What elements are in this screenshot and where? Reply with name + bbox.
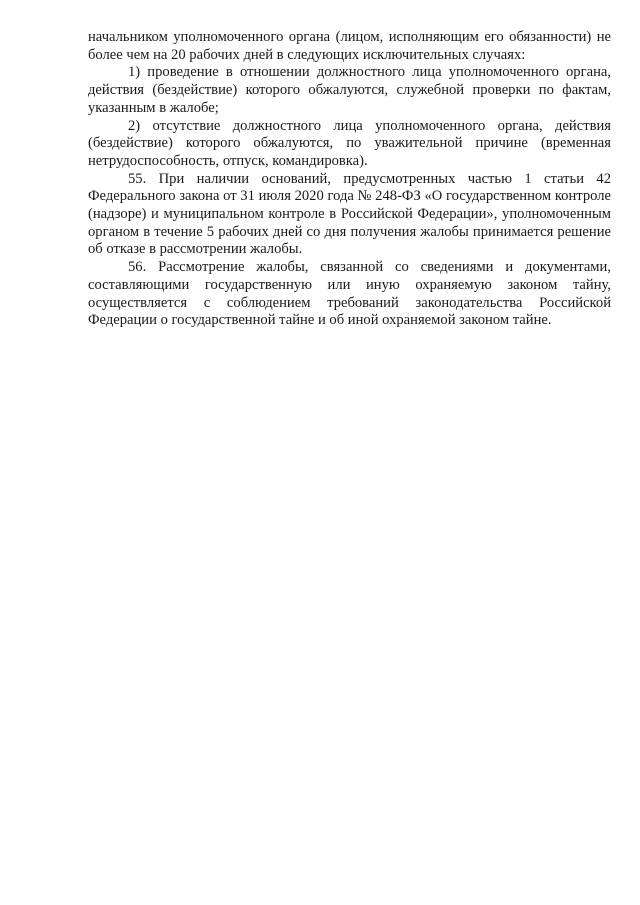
- paragraph-item-2: 2) отсутствие должностного лица уполномоченного органа, действия (бездействие) которого обжалуются, по уважительной причине (временная нетрудоспособность, отпуск, командировка).: [88, 117, 611, 169]
- paragraph-56: 56. Рассмотрение жалобы, связанной со сведениями и документами, составляющими государственную или иную охраняемую законом тайну, осуществляется с соблюдением требований законодательства Российской Федерации о государственной тайне и об иной охраняемой законом тайне.: [88, 259, 611, 329]
- paragraph-item-1: 1) проведение в отношении должностного лица уполномоченного органа, действия (бездействие) которого обжалуются, служебной проверки по фактам, указанным в жалобе;: [88, 64, 611, 116]
- paragraph-continuation: начальником уполномоченного органа (лицом, исполняющим его обязанности) не более чем на 20 рабочих дней в следующих исключительных случаях:: [88, 29, 611, 63]
- paragraph-55: 55. При наличии оснований, предусмотренных частью 1 статьи 42 Федерального закона от 31 июля 2020 года № 248-ФЗ «О государственном контроле (надзоре) и муниципальном контроле в Российской Федерации», уполномоченным органом в течение 5 рабочих дней со дня получения жалобы принимается решение об отказе в рассмотрении жалобы.: [88, 170, 611, 258]
- document-page: [88, 29, 611, 330]
